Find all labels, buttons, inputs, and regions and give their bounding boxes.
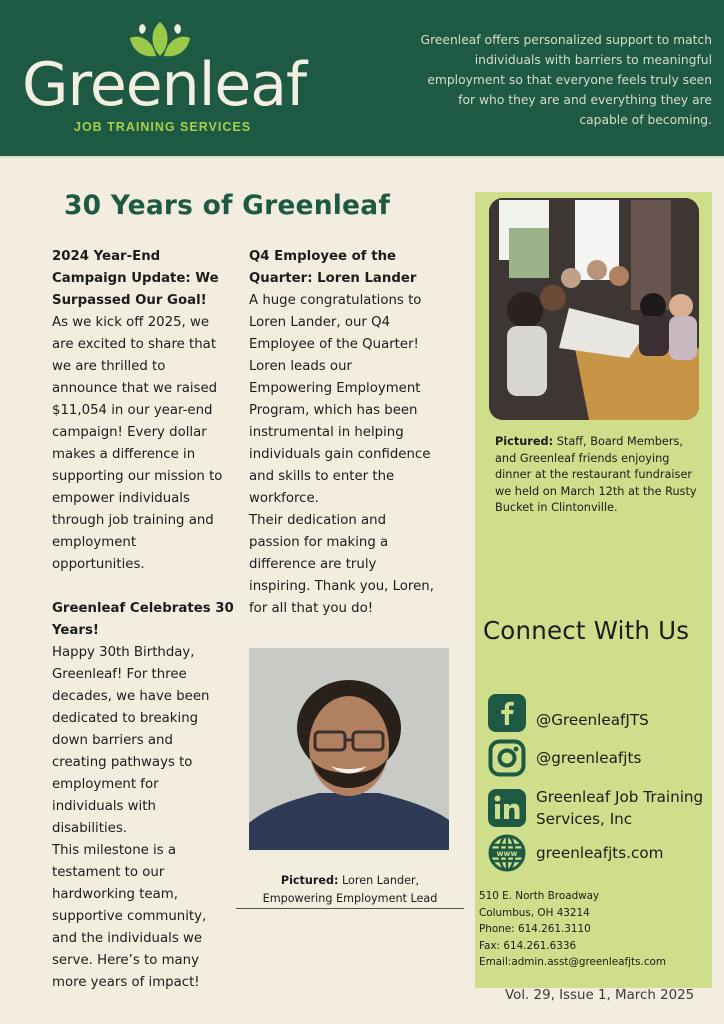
contact-address (479, 888, 666, 971)
body-line: through job training and (52, 513, 214, 528)
body-line: disabilities. (52, 821, 127, 836)
article-heading: 2024 Year-End (52, 249, 161, 264)
body-line: Employee of the Quarter! (249, 337, 419, 352)
article-heading: Campaign Update: We (52, 271, 219, 286)
body-line: This milestone is a (52, 843, 177, 858)
article-campaign-update (52, 246, 242, 576)
portrait-illustration (249, 648, 449, 850)
social-linkedin[interactable] (488, 786, 703, 830)
mission-line: Greenleaf offers personalized support to match (420, 33, 712, 47)
logo-subtitle: JOB TRAINING SERVICES (74, 120, 252, 134)
body-line: workforce. (249, 491, 319, 506)
body-line: Greenleaf! For three (52, 667, 187, 682)
sidebar-panel (475, 192, 712, 988)
email-line[interactable]: Email:admin.asst@greenleafjts.com (479, 956, 667, 969)
body-line: we are thrilled to (52, 359, 166, 374)
body-line: hardworking team, (52, 887, 178, 902)
body-line: difference are truly (249, 557, 377, 572)
body-line: employment for (52, 777, 159, 792)
article-30-years (52, 598, 242, 994)
globe-www-icon (488, 834, 526, 872)
svg-text:www: www (496, 849, 518, 858)
linkedin-icon (488, 789, 526, 827)
body-line: individuals gain confidence (249, 447, 431, 462)
body-line: inspiring. Thank you, Loren, (249, 579, 434, 594)
body-line: A huge congratulations to (249, 293, 422, 308)
column-middle (249, 246, 459, 620)
body-line: employment (52, 535, 137, 550)
article-heading: Q4 Employee of the (249, 249, 397, 264)
caption-text: Empowering Employment Lead (262, 892, 438, 905)
body-line: empower individuals (52, 491, 190, 506)
body-line: are excited to share that (52, 337, 217, 352)
body-line: individuals with (52, 799, 156, 814)
linkedin-name-line: Services, Inc (536, 810, 633, 828)
body-line: decades, we have been (52, 689, 210, 704)
body-line: Their dedication and (249, 513, 387, 528)
website-link[interactable]: greenleafjts.com (536, 844, 664, 862)
body-line: down barriers and (52, 733, 173, 748)
mission-line: employment so that everyone feels truly seen (427, 73, 712, 87)
caption-text: Loren Lander, (338, 874, 420, 887)
mission-line: individuals with barriers to meaningful (474, 53, 712, 67)
body-line: testament to our (52, 865, 165, 880)
logo-wordmark: Greenleaf (22, 50, 307, 120)
article-employee-of-quarter (249, 246, 459, 620)
column-left (52, 246, 242, 994)
instagram-icon (488, 739, 526, 777)
body-line: $11,054 in our year-end (52, 403, 213, 418)
address-line: 510 E. North Broadway (479, 890, 600, 902)
body-line: more years of impact! (52, 975, 200, 990)
body-line: and the individuals we (52, 931, 203, 946)
body-line: for all that you do! (249, 601, 374, 616)
mission-statement (402, 30, 712, 130)
address-line: Columbus, OH 43214 (479, 906, 590, 919)
group-dinner-photo (489, 198, 699, 420)
body-line: Happy 30th Birthday, (52, 645, 195, 660)
group-photo-illustration (489, 198, 699, 420)
body-line: Program, which has been (249, 403, 418, 418)
body-line: Empowering Employment (249, 381, 421, 396)
body-line: instrumental in helping (249, 425, 404, 440)
caption-label: Pictured: (495, 435, 554, 448)
article-heading: Surpassed Our Goal! (52, 293, 207, 308)
body-line: campaign! Every dollar (52, 425, 207, 440)
body-line: Loren Lander, our Q4 (249, 315, 391, 330)
article-heading: Years! (52, 623, 99, 638)
connect-heading: Connect With Us (483, 616, 690, 645)
facebook-icon (488, 694, 526, 732)
body-line: serve. Here’s to many (52, 953, 199, 968)
page-title: 30 Years of Greenleaf (64, 190, 391, 221)
social-website[interactable] (488, 834, 663, 872)
masthead (0, 0, 724, 158)
body-line: passion for making a (249, 535, 389, 550)
portrait-photo-loren-lander (249, 648, 449, 850)
portrait-caption (236, 872, 464, 909)
instagram-handle[interactable]: @greenleafjts (536, 749, 642, 767)
social-instagram[interactable] (488, 739, 641, 777)
phone-line: Phone: 614.261.3110 (479, 923, 591, 936)
body-line: supportive community, (52, 909, 207, 924)
body-line: As we kick off 2025, we (52, 315, 210, 330)
mission-line: for who they are and everything they are (458, 93, 712, 107)
article-heading: Greenleaf Celebrates 30 (52, 601, 234, 616)
linkedin-name-line: Greenleaf Job Training (536, 788, 704, 806)
body-line: announce that we raised (52, 381, 218, 396)
body-line: makes a difference in (52, 447, 196, 462)
issue-info: Vol. 29, Issue 1, March 2025 (505, 988, 695, 1003)
body-line: dedicated to breaking (52, 711, 199, 726)
group-photo-caption (495, 434, 707, 517)
body-line: creating pathways to (52, 755, 193, 770)
body-line: supporting our mission to (52, 469, 223, 484)
facebook-handle[interactable]: @GreenleafJTS (536, 711, 649, 729)
body-line: opportunities. (52, 557, 145, 572)
mission-line: capable of becoming. (579, 113, 712, 127)
article-heading: Quarter: Loren Lander (249, 271, 417, 286)
caption-label: Pictured: (280, 874, 339, 887)
fax-line: Fax: 614.261.6336 (479, 939, 577, 952)
body-line: Loren leads our (249, 359, 352, 374)
social-facebook[interactable] (488, 694, 649, 732)
linkedin-name[interactable] (536, 786, 703, 830)
caption-text: Staff, Board Members, and Greenleaf friends enjoying dinner at the restaurant fundraiser we held on March 12th at the Rusty Bucket in Clintonville. (495, 435, 697, 515)
body-line: and skills to enter the (249, 469, 395, 484)
